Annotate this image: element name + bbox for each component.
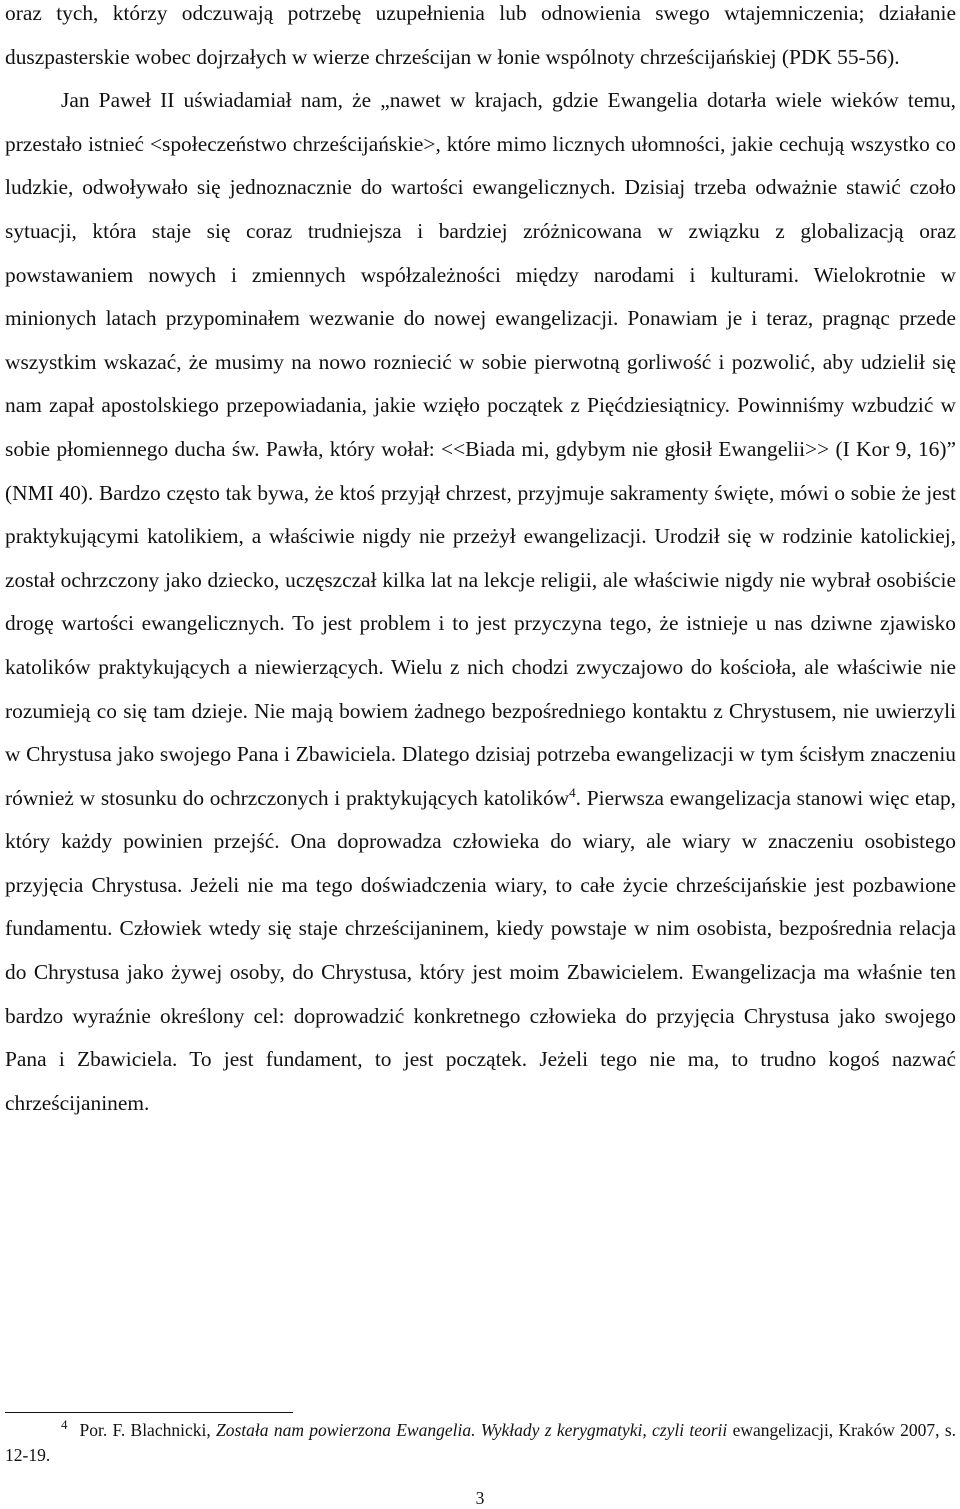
paragraph-1: oraz tych, którzy odczuwają potrzebę uzupełnienia lub odnowienia swego wtajemniczenia; działanie duszpasterskie wobec dojrzałych w wierze chrześcijan w łonie wspólnoty chrześcijańskiej (PDK 55-56). [5,1,956,69]
footnote-reference: 4 [569,784,576,800]
footnote-rest: ewangelizacji, Kraków 2007, s. 12-19. [5,1420,957,1465]
paragraph-2 [5,79,956,1125]
page-number: 3 [475,1488,485,1508]
footnote-title: Została nam powierzona Ewangelia. Wykłady z kerygmatyki, czyli teorii [216,1420,728,1440]
footnote-separator [5,1412,293,1413]
footnote-number: 4 [61,1417,68,1433]
paragraph-2-text-b: . Pierwsza ewangelizacja stanowi więc etap, który każdy powinien przejść. Ona doprowadza człowieka do wiary, ale wiary w znaczeniu osobistego przyjęcia Chrystusa. Jeżeli nie ma tego doświadczenia wiary, to całe życie chrześcijańskie jest pozbawione fundamentu. Człowiek wtedy się staje chrześcijaninem, kiedy powstaje w nim osobista, bezpośrednia relacja do Chrystusa jako żywej osoby, do Chrystusa, który jest moim Zbawicielem. Ewangelizacja ma właśnie ten bardzo wyraźnie określony cel: doprowadzić konkretnego człowieka do przyjęcia Chrystusa jako swojego Pana i Zbawiciela. To jest fundament, to jest początek. Jeżeli tego nie ma, to trudno kogoś nazwać chrześcijaninem. [5,785,956,1115]
footnote [5,1418,956,1467]
body-text [5,0,956,1125]
paragraph-2-text-a: Jan Paweł II uświadamiał nam, że „nawet w krajach, gdzie Ewangelia dotarła wiele wieków temu, przestało istnieć <społeczeństwo chrześcijańskie>, które mimo licznych ułomności, jakie cechują wszystko co ludzkie, odwoływało się jednoznacznie do wartości ewangelicznych. Dzisiaj trzeba odważnie stawić czoło sytuacji, która staje się coraz trudniejsza i bardziej zróżnicowana w związku z globalizacją oraz powstawaniem nowych i zmiennych współzależności między narodami i kulturami. Wielokrotnie w minionych latach przypominałem wezwanie do nowej ewangelizacji. Ponawiam je i teraz, pragnąc przede wszystkim wskazać, że musimy na nowo rozniecić w sobie pierwotną gorliwość i pozwolić, aby udzielił się nam zapał apostolskiego przepowiadania, jakie wzięło początek z Pięćdziesiątnicy. Powinniśmy wzbudzić w sobie płomiennego ducha św. Pawła, który wołał: <<Biada mi, gdybym nie głosił Ewangelii>> (I Kor 9, 16)” (NMI 40). Bardzo często tak bywa, że ktoś przyjął chrzest, przyjmuje sakramenty święte, mówi o sobie że jest praktykującymi katolikiem, a właściwie nigdy nie przeżył ewangelizacji. Urodził się w rodzinie katolickiej, został ochrzczony jako dziecko, uczęszczał kilka lat na lekcje religii, ale właściwie nigdy nie wybrał osobiście drogę wartości ewangelicznych. To jest problem i to jest przyczyna tego, że istnieje u nas dziwne zjawisko katolików praktykujących a niewierzących. Wielu z nich chodzi zwyczajowo do kościoła, ale właściwie nie rozumieją co się tam dzieje. Nie mają bowiem żadnego bezpośredniego kontaktu z Chrystusem, nie uwierzyli w Chrystusa jako swojego Pana i Zbawiciela. Dlatego dzisiaj potrzeba ewangelizacji w tym ścisłym znaczeniu również w stosunku do ochrzczonych i praktykujących katolików [5,88,956,810]
footnote-author: Por. F. Blachnicki, [79,1420,217,1440]
